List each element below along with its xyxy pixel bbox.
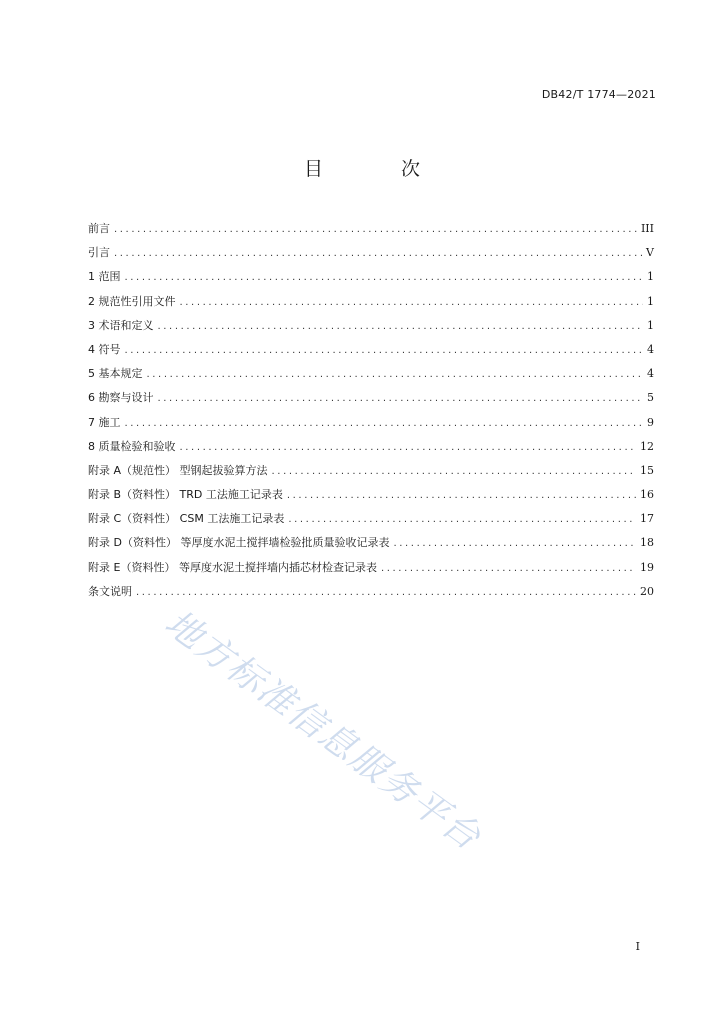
page-number: I [635, 940, 640, 953]
toc-entry-label: 引言 [88, 246, 110, 260]
toc-entry-appendix-e[interactable] [88, 559, 654, 583]
toc-leader-dots [125, 418, 644, 429]
toc-leader-dots [180, 297, 644, 308]
toc-entry-page: 4 [647, 342, 654, 356]
toc-entry-page: 1 [647, 318, 654, 332]
toc-entry-page: 4 [647, 367, 654, 381]
toc-entry-label: 条文说明 [88, 584, 132, 598]
toc-entry-explanation[interactable] [88, 583, 654, 607]
toc-leader-dots [180, 442, 637, 453]
toc-entry-page: 12 [640, 439, 654, 453]
toc-entry-page: 15 [640, 463, 654, 477]
toc-entry-introduction[interactable] [88, 244, 654, 268]
toc-leader-dots [158, 321, 644, 332]
toc-entry-label: 7 施工 [88, 415, 121, 429]
toc-entry-page: III [640, 222, 654, 235]
toc-leader-dots [114, 224, 637, 235]
toc-entry-label: 3 术语和定义 [88, 318, 154, 332]
toc-entry-label: 附录 B（资料性） TRD 工法施工记录表 [88, 488, 283, 502]
toc-entry-label: 附录 D（资料性） 等厚度水泥土搅拌墙检验批质量验收记录表 [88, 536, 390, 550]
toc-entry-foreword[interactable] [88, 220, 654, 244]
toc-entry-basic-provisions[interactable] [88, 365, 654, 389]
toc-leader-dots [288, 514, 636, 525]
table-of-contents [88, 220, 654, 607]
toc-entry-appendix-d[interactable] [88, 534, 654, 558]
toc-entry-label: 附录 C（资料性） CSM 工法施工记录表 [88, 512, 285, 526]
toc-entry-page: 20 [640, 584, 654, 598]
toc-leader-dots [158, 393, 644, 404]
toc-leader-dots [147, 369, 644, 380]
toc-leader-dots [393, 538, 636, 549]
toc-leader-dots [287, 490, 636, 501]
toc-entry-quality-inspection[interactable] [88, 438, 654, 462]
toc-leader-dots [136, 587, 636, 598]
toc-entry-terms-definitions[interactable] [88, 317, 654, 341]
toc-entry-page: 19 [640, 560, 654, 574]
standard-code: DB42/T 1774—2021 [541, 88, 656, 101]
toc-entry-page: 5 [647, 391, 654, 405]
toc-leader-dots [125, 345, 644, 356]
toc-entry-normative-references[interactable] [88, 293, 654, 317]
toc-leader-dots [114, 248, 642, 259]
toc-entry-page: 18 [640, 536, 654, 550]
toc-entry-page: V [646, 246, 654, 260]
page-title: 目 次 [303, 158, 457, 180]
toc-leader-dots [272, 466, 636, 477]
toc-entry-label: 1 范围 [88, 270, 121, 284]
toc-leader-dots [381, 563, 636, 574]
toc-entry-construction[interactable] [88, 414, 654, 438]
toc-entry-label: 4 符号 [88, 342, 121, 356]
toc-entry-label: 附录 A（规范性） 型钢起拔验算方法 [88, 463, 268, 477]
toc-entry-survey-design[interactable] [88, 389, 654, 413]
toc-entry-label: 8 质量检验和验收 [88, 439, 176, 453]
toc-entry-scope[interactable] [88, 268, 654, 292]
toc-entry-appendix-b[interactable] [88, 486, 654, 510]
toc-entry-label: 6 勘察与设计 [88, 391, 154, 405]
toc-entry-appendix-c[interactable] [88, 510, 654, 534]
watermark-text: 地方标准信息服务平台 [157, 602, 489, 860]
toc-entry-appendix-a[interactable] [88, 462, 654, 486]
toc-entry-page: 17 [640, 512, 654, 526]
toc-entry-symbols[interactable] [88, 341, 654, 365]
toc-leader-dots [125, 272, 644, 283]
toc-entry-page: 1 [647, 294, 654, 308]
toc-entry-label: 前言 [88, 222, 110, 235]
toc-entry-label: 5 基本规定 [88, 367, 143, 381]
toc-entry-label: 附录 E（资料性） 等厚度水泥土搅拌墙内插芯材检查记录表 [88, 560, 377, 574]
toc-entry-page: 9 [647, 415, 654, 429]
toc-entry-page: 16 [640, 488, 654, 502]
toc-entry-page: 1 [647, 270, 654, 284]
toc-entry-label: 2 规范性引用文件 [88, 294, 176, 308]
